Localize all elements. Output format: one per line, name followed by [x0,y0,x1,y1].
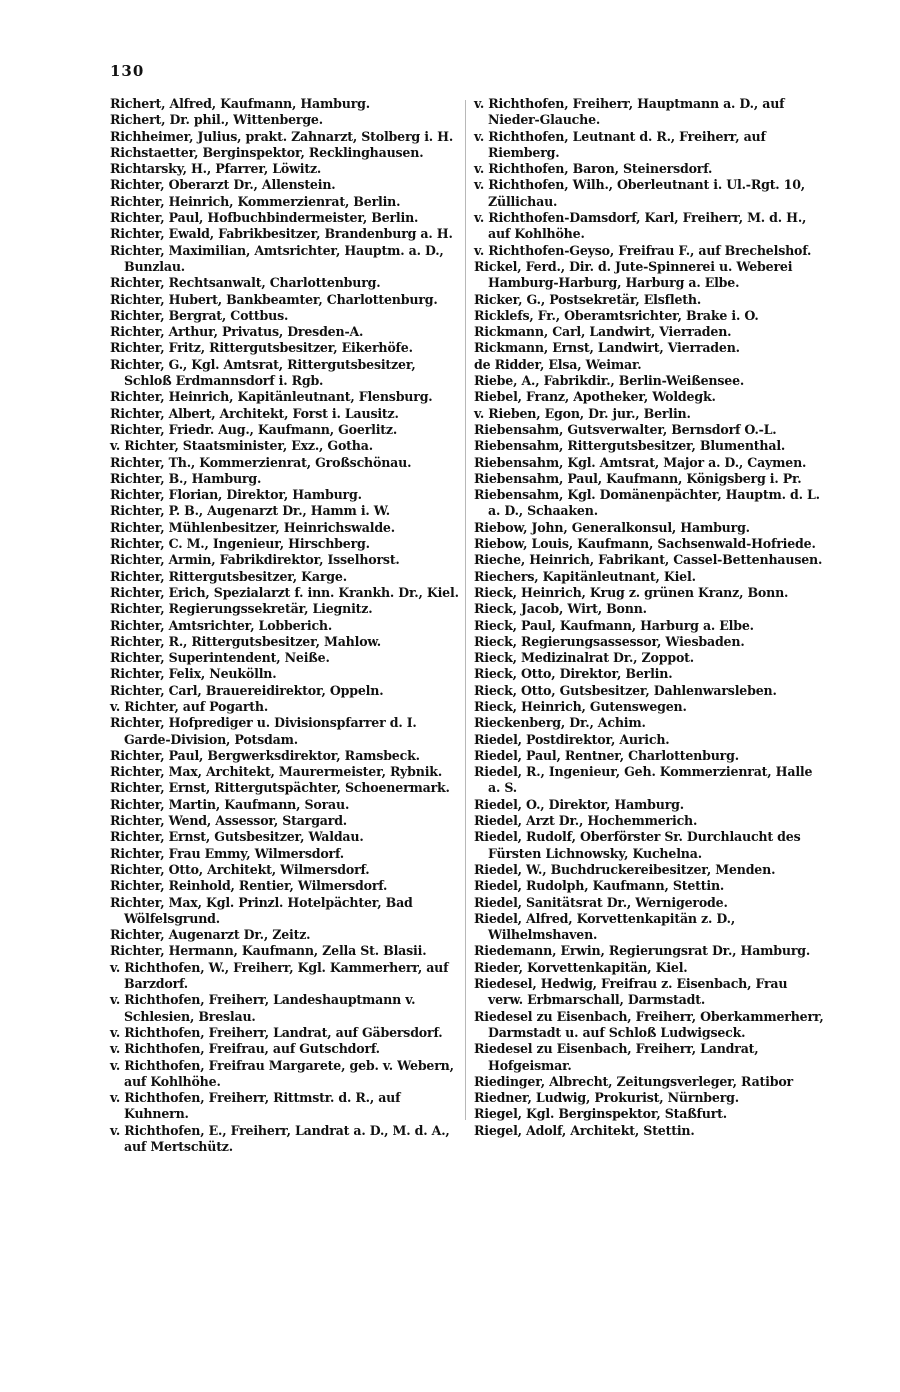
directory-entry: Riegel, Adolf, Architekt, Stettin. [474,1122,695,1138]
directory-entry: Riedel, Alfred, Korvettenkapitän z. D., Wilhelmshaven. [474,910,736,943]
directory-entry: Rieck, Medizinalrat Dr., Zoppot. [474,650,694,666]
right-column [474,96,826,1139]
directory-entry: Richert, Alfred, Kaufmann, Hamburg. [110,96,370,111]
directory-entry: Rieck, Heinrich, Gutenswegen. [474,698,687,714]
directory-entry: Richter, Regierungssekretär, Liegnitz. [110,601,373,617]
directory-entry: v. Richthofen, Freifrau Margarete, geb. v. Webern, auf Kohlhöhe. [110,1057,454,1089]
directory-entry: v. Richthofen, Freiherr, Rittmstr. d. R., auf Kuhnern. [110,1090,401,1122]
directory-entry: Richter, Albert, Architekt, Forst i. Lausitz. [110,405,399,421]
directory-entry: v. Richthofen, Freifrau, auf Gutschdorf. [110,1041,380,1057]
directory-entry: Richter, B., Hamburg. [110,470,262,486]
directory-entry: Rieder, Korvettenkapitän, Kiel. [474,959,688,975]
directory-entry: Richter, Wend, Assessor, Stargard. [110,813,347,829]
directory-entry: v. Rieben, Egon, Dr. jur., Berlin. [474,405,691,421]
directory-entry: Ricklefs, Fr., Oberamtsrichter, Brake i. O. [474,307,759,323]
directory-entry: Richter, Hermann, Kaufmann, Zella St. Blasii. [110,943,427,959]
directory-entry: Richheimer, Julius, prakt. Zahnarzt, Stolberg i. H. [110,128,454,144]
directory-entry: Richter, Th., Kommerzienrat, Großschönau. [110,454,412,470]
directory-entry: Riebow, Louis, Kaufmann, Sachsenwald-Hofriede. [474,536,816,552]
directory-entry: Richter, G., Kgl. Amtsrat, Rittergutsbesitzer, Schloß Erdmannsdorf i. Rgb. [110,356,416,389]
directory-entry: Richter, Erich, Spezialarzt f. inn. Krankh. Dr., Kiel. [110,584,459,600]
directory-entry: Richter, Hofprediger u. Divisionspfarrer d. I. Garde-Division, Potsdam. [110,715,417,747]
left-column [110,96,462,1155]
directory-entry: Riedel, O., Direktor, Hamburg. [474,796,684,812]
directory-entry: Richter, Felix, Neukölln. [110,666,277,682]
directory-entry: v. Richthofen-Geyso, Freifrau F., auf Brechelshof. [474,242,812,258]
directory-entry: Richert, Dr. phil., Wittenberge. [110,112,323,128]
directory-entry: Richstaetter, Berginspektor, Recklinghausen. [110,144,424,160]
directory-entry: Rieck, Paul, Kaufmann, Harburg a. Elbe. [474,617,754,633]
directory-entry: Riebensahm, Gutsverwalter, Bernsdorf O.-L. [474,421,777,437]
directory-entry: Richter, Otto, Architekt, Wilmersdorf. [110,861,370,877]
directory-entry: Rickel, Ferd., Dir. d. Jute-Spinnerei u. Weberei Hamburg-Harburg, Harburg a. Elbe. [474,258,793,291]
directory-entry: Richter, Florian, Direktor, Hamburg. [110,487,362,503]
directory-entry: Richter, Paul, Hofbuchbindermeister, Berlin. [110,210,419,226]
directory-entry: Riebel, Franz, Apotheker, Woldegk. [474,389,716,405]
directory-entry: Riebensahm, Paul, Kaufmann, Königsberg i. Pr. [474,470,802,486]
directory-entry: Rieck, Jacob, Wirt, Bonn. [474,601,647,617]
directory-entry: Richtarsky, H., Pfarrer, Löwitz. [110,161,322,177]
directory-entry: Richter, Rechtsanwalt, Charlottenburg. [110,275,381,291]
directory-entry: v. Richthofen, E., Freiherr, Landrat a. D., M. d. A., auf Mertschütz. [110,1122,450,1154]
directory-entry: v. Richthofen, Freiherr, Landeshauptmann v. Schlesien, Breslau. [110,992,416,1024]
directory-entry: Rieckenberg, Dr., Achim. [474,715,646,731]
directory-entry: Richter, Max, Kgl. Prinzl. Hotelpächter, Bad Wölfelsgrund. [110,894,413,926]
directory-entry: Rickmann, Carl, Landwirt, Vierraden. [474,324,732,340]
directory-entry: Riechers, Kapitänleutnant, Kiel. [474,568,696,584]
directory-entry: Rieck, Otto, Direktor, Berlin. [474,666,673,682]
directory-entry: Riebe, A., Fabrikdir., Berlin-Weißensee. [474,373,745,389]
directory-entry: Riedel, Paul, Rentner, Charlottenburg. [474,747,739,763]
directory-entry: Richter, Superintendent, Neiße. [110,650,330,666]
directory-entry: Richter, Augenarzt Dr., Zeitz. [110,927,311,943]
directory-entry: Riedner, Ludwig, Prokurist, Nürnberg. [474,1090,739,1106]
directory-entry: Riedel, Sanitätsrat Dr., Wernigerode. [474,894,728,910]
directory-entry: Riebensahm, Rittergutsbesitzer, Blumenthal. [474,438,786,454]
directory-entry: Rieck, Otto, Gutsbesitzer, Dahlenwarsleben. [474,682,777,698]
directory-entry: Rieck, Heinrich, Krug z. grünen Kranz, Bonn. [474,584,789,600]
directory-entry: Riedinger, Albrecht, Zeitungsverleger, Ratibor [474,1073,793,1089]
directory-entry: v. Richthofen, Baron, Steinersdorf. [474,161,713,177]
directory-entry: v. Richthofen, W., Freiherr, Kgl. Kammerherr, auf Barzdorf. [110,959,449,992]
directory-entry: de Ridder, Elsa, Weimar. [474,356,642,372]
column-divider [465,100,466,1120]
directory-entry: Riedel, Arzt Dr., Hochemmerich. [474,813,698,829]
directory-entry: v. Richthofen-Damsdorf, Karl, Freiherr, M. d. H., auf Kohlhöhe. [474,210,807,242]
directory-entry: v. Richter, auf Pogarth. [110,698,269,714]
directory-entry: Richter, Fritz, Rittergutsbesitzer, Eikerhöfe. [110,340,413,356]
directory-entry: Riedel, Rudolph, Kaufmann, Stettin. [474,878,725,894]
directory-entry: Richter, Hubert, Bankbeamter, Charlottenburg. [110,291,438,307]
directory-entry: Riedel, W., Buchdruckereibesitzer, Menden. [474,861,776,877]
directory-entry: Richter, Reinhold, Rentier, Wilmersdorf. [110,878,388,894]
directory-entry: Richter, Carl, Brauereidirektor, Oppeln. [110,682,384,698]
directory-entry: Richter, P. B., Augenarzt Dr., Hamm i. W. [110,503,390,519]
directory-entry: Richter, Maximilian, Amtsrichter, Hauptm. a. D., Bunzlau. [110,242,444,274]
directory-entry: Riebensahm, Kgl. Domänenpächter, Hauptm. d. L. a. D., Schaaken. [474,487,820,519]
directory-entry: Riedel, Rudolf, Oberförster Sr. Durchlaucht des Fürsten Lichnowsky, Kuchelna. [474,829,801,861]
directory-entry: Riebow, John, Generalkonsul, Hamburg. [474,519,750,535]
directory-entry: Richter, Paul, Bergwerksdirektor, Ramsbeck. [110,747,420,763]
directory-entry: Richter, Arthur, Privatus, Dresden-A. [110,324,364,340]
directory-entry: Richter, Ewald, Fabrikbesitzer, Brandenburg a. H. [110,226,453,242]
directory-entry: Richter, C. M., Ingenieur, Hirschberg. [110,536,370,552]
directory-entry: Riedemann, Erwin, Regierungsrat Dr., Hamburg. [474,943,811,959]
directory-entry: Richter, Heinrich, Kapitänleutnant, Flensburg. [110,389,433,405]
directory-entry: Richter, Friedr. Aug., Kaufmann, Goerlitz. [110,421,398,437]
directory-entry: Richter, Max, Architekt, Maurermeister, Rybnik. [110,764,443,780]
directory-entry: Richter, Frau Emmy, Wilmersdorf. [110,845,344,861]
directory-entry: Richter, Amtsrichter, Lobberich. [110,617,333,633]
directory-entry: Rieck, Regierungsassessor, Wiesbaden. [474,633,745,649]
directory-entry: Richter, Ernst, Rittergutspächter, Schoenermark. [110,780,450,796]
directory-entry: Riegel, Kgl. Berginspektor, Staßfurt. [474,1106,727,1122]
directory-entry: Richter, R., Rittergutsbesitzer, Mahlow. [110,633,381,649]
directory-entry: Riedesel zu Eisenbach, Freiherr, Oberkammerherr, Darmstadt u. auf Schloß Ludwigseck. [474,1008,824,1040]
directory-entry: Richter, Armin, Fabrikdirektor, Isselhorst. [110,552,400,568]
directory-entry: Riedesel, Hedwig, Freifrau z. Eisenbach, Frau verw. Erbmarschall, Darmstadt. [474,976,788,1008]
directory-entry: Richter, Mühlenbesitzer, Heinrichswalde. [110,519,395,535]
directory-entry: Ricker, G., Postsekretär, Elsfleth. [474,291,702,307]
directory-entry: Richter, Bergrat, Cottbus. [110,307,289,323]
directory-entry: Rickmann, Ernst, Landwirt, Vierraden. [474,340,740,356]
directory-entry: Richter, Martin, Kaufmann, Sorau. [110,796,350,812]
directory-entry: Riedel, Postdirektor, Aurich. [474,731,670,747]
directory-entry: v. Richthofen, Leutnant d. R., Freiherr, auf Riemberg. [474,128,766,160]
directory-entry: v. Richthofen, Freiherr, Landrat, auf Gäbersdorf. [110,1024,443,1040]
directory-entry: Richter, Oberarzt Dr., Allenstein. [110,177,336,193]
directory-entry: Richter, Heinrich, Kommerzienrat, Berlin. [110,193,401,209]
directory-entry: v. Richthofen, Freiherr, Hauptmann a. D., auf Nieder-Glauche. [474,96,785,128]
directory-entry: Richter, Ernst, Gutsbesitzer, Waldau. [110,829,364,845]
directory-entry: v. Richter, Staatsminister, Exz., Gotha. [110,438,373,454]
directory-entry: Richter, Rittergutsbesitzer, Karge. [110,568,347,584]
page-number: 130 [110,62,145,80]
directory-entry: Riedel, R., Ingenieur, Geh. Kommerzienrat, Halle a. S. [474,764,813,796]
directory-entry: v. Richthofen, Wilh., Oberleutnant i. Ul.-Rgt. 10, Züllichau. [474,177,805,209]
directory-entry: Riebensahm, Kgl. Amtsrat, Major a. D., Caymen. [474,454,807,470]
directory-entry: Riedesel zu Eisenbach, Freiherr, Landrat, Hofgeismar. [474,1041,759,1073]
directory-entry: Rieche, Heinrich, Fabrikant, Cassel-Bettenhausen. [474,552,823,568]
